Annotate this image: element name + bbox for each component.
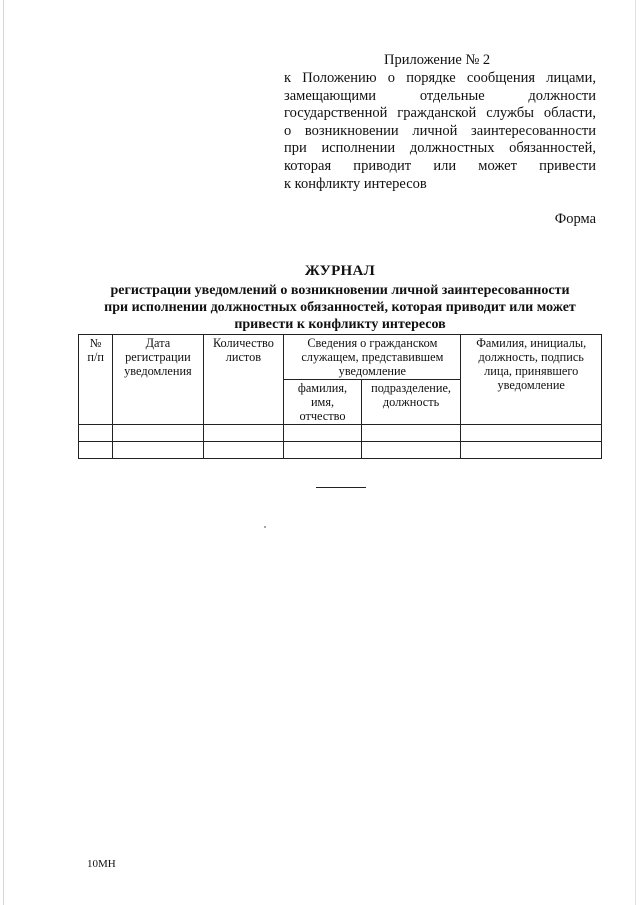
table-cell — [203, 442, 284, 459]
header-employee-position: подразделение, должность — [361, 380, 461, 425]
header-sheets: Количество листов — [203, 335, 284, 425]
table-cell — [203, 425, 284, 442]
table-cell — [284, 442, 361, 459]
header-employee-group: Сведения о гражданском служащем, представившем уведомление — [284, 335, 461, 380]
table-cell — [284, 425, 361, 442]
journal-subtitle-line: при исполнении должностных обязанностей, которая приводит или может — [104, 300, 576, 315]
appendix-line: о возникновении личной заинтересованности — [284, 122, 596, 139]
header-receiver: Фамилия, инициалы, должность, подпись лица, принявшего уведомление — [461, 335, 602, 425]
table-cell — [361, 425, 461, 442]
appendix-line: государственной гражданской службы области, — [284, 105, 596, 122]
scan-speck — [264, 526, 266, 528]
appendix-line: при исполнении должностных обязанностей, — [284, 140, 596, 157]
table-row — [79, 442, 602, 459]
table-cell — [79, 425, 113, 442]
appendix-line: к конфликту интересов — [284, 175, 427, 192]
scan-edge-left — [3, 0, 4, 905]
journal-table — [78, 334, 602, 459]
journal-subtitle-line: регистрации уведомлений о возникновении личной заинтересованности — [110, 283, 570, 298]
appendix-line: к Положению о порядке сообщения лицами, — [284, 70, 596, 86]
journal-title: ЖУРНАЛ — [304, 263, 376, 279]
separator-line — [316, 487, 366, 488]
table-cell — [79, 442, 113, 459]
journal-subtitle — [78, 282, 602, 333]
appendix-title: Приложение № 2 — [384, 52, 491, 68]
header-employee-name: фамилия, имя, отчество — [284, 380, 361, 425]
appendix-line: которая приводит или может привести — [284, 157, 596, 174]
table-row — [79, 425, 602, 442]
table-cell — [113, 425, 203, 442]
scan-edge-right — [635, 0, 636, 905]
header-date: Дата регистрации уведомления — [113, 335, 203, 425]
footer-code: 10МН — [87, 858, 116, 870]
table-header-row — [79, 335, 602, 380]
appendix-body — [284, 70, 596, 193]
form-label: Форма — [554, 211, 596, 227]
table-cell — [461, 425, 602, 442]
journal-subtitle-line: привести к конфликту интересов — [234, 317, 446, 332]
table-cell — [113, 442, 203, 459]
appendix-line: замещающими отдельные должности — [284, 87, 596, 104]
header-number: № п/п — [79, 335, 113, 425]
table-cell — [461, 442, 602, 459]
table-cell — [361, 442, 461, 459]
